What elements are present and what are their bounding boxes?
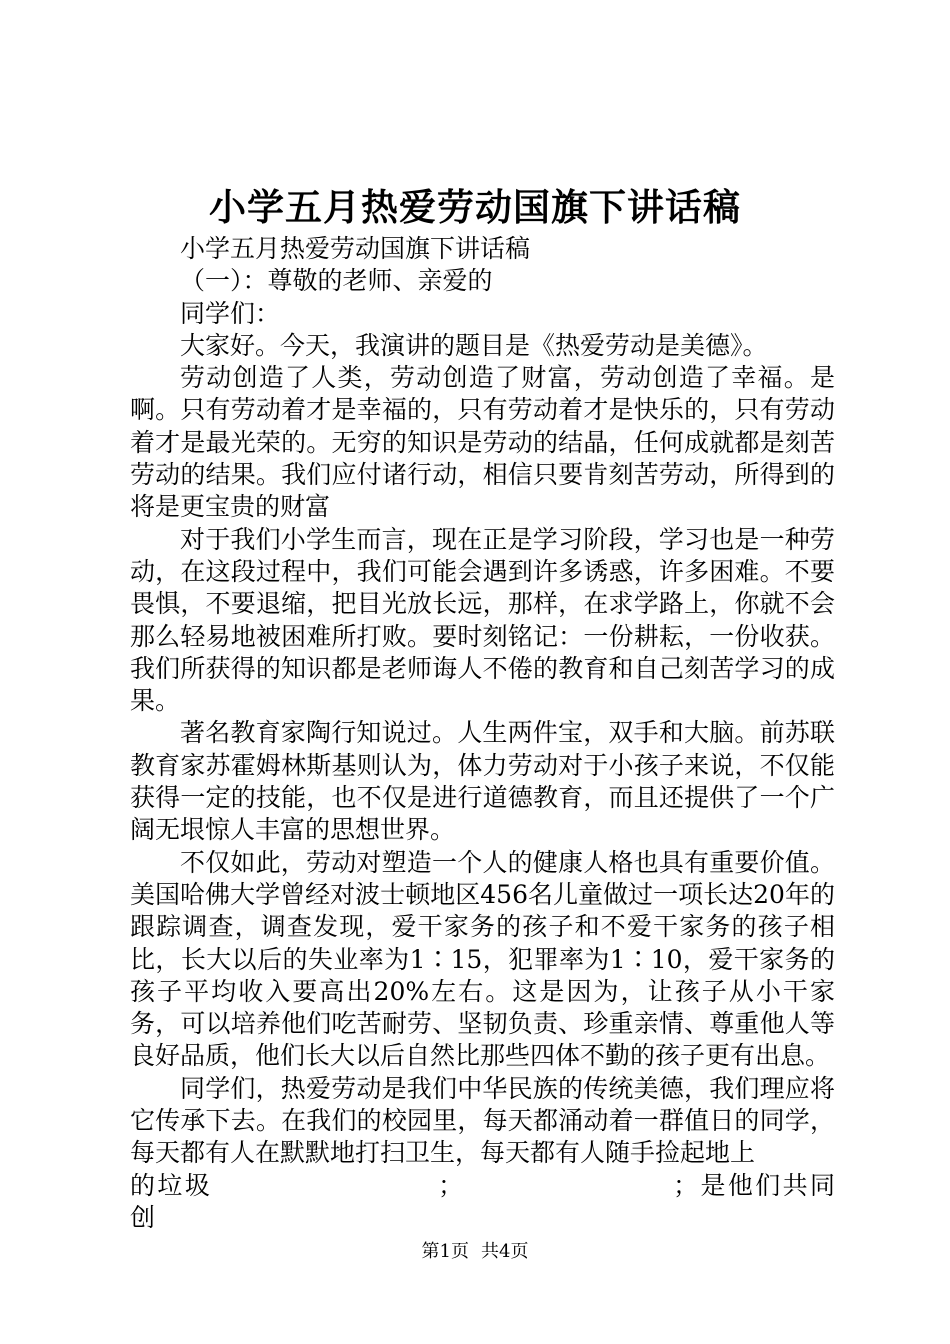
paragraph: 大家好。今天，我演讲的题目是《热爱劳动是美德》。 xyxy=(180,330,768,360)
paragraph: （一）：尊敬的老师、亲爱的 xyxy=(180,266,493,296)
paragraph: 不仅如此，劳动对塑造一个人的健康人格也具有重要价值。美国哈佛大学曾经对波士顿地区456名儿童做过一项长达20年的跟踪调查，调查发现，爱干家务的孩子和不爱干家务的孩子相比，长大以后的失业率为1∶15，犯罪率为1∶10，爱干家务的孩子平均收入要高出20%左右。这是因为，让孩子从小干家务，可以培养他们吃苦耐劳、坚韧负责、珍重亲情、尊重他人等良好品质，他们长大以后自然比那些四体不勤的孩子更有出息。 xyxy=(130,847,835,1071)
paragraph: 对于我们小学生而言，现在正是学习阶段，学习也是一种劳动，在这段过程中，我们可能会遇到许多诱惑，许多困难。不要畏惧，不要退缩，把目光放长远，那样，在求学路上，你就不会那么轻易地被困难所打败。要时刻铭记：一份耕耘，一份收获。我们所获得的知识都是老师诲人不倦的教育和自己刻苦学习的成果。 xyxy=(130,524,835,716)
tail-text-1: 的垃圾 xyxy=(130,1170,213,1200)
paragraph: 同学们： xyxy=(180,298,281,328)
body-text xyxy=(130,233,835,1234)
tail-text-2: ； xyxy=(438,1170,464,1200)
page-title: 小学五月热爱劳动国旗下讲话稿 xyxy=(209,186,741,229)
page-footer xyxy=(0,1240,950,1264)
tail-text-3: ；是他们共同创 xyxy=(130,1170,835,1232)
page-total: 共4页 xyxy=(481,1241,529,1262)
paragraph-tail xyxy=(130,1170,835,1235)
paragraph: 同学们，热爱劳动是我们中华民族的传统美德，我们理应将它传承下去。在我们的校园里，每天都涌动着一群值日的同学，每天都有人在默默地打扫卫生，每天都有人随手捡起地上 xyxy=(130,1073,835,1168)
paragraph: 小学五月热爱劳动国旗下讲话稿 xyxy=(180,234,531,263)
page-number: 第1页 xyxy=(421,1241,469,1262)
paragraph: 著名教育家陶行知说过。人生两件宝，双手和大脑。前苏联教育家苏霍姆林斯基则认为，体力劳动对于小孩子来说，不仅能获得一定的技能，也不仅是进行道德教育，而且还提供了一个广阔无垠惊人丰富的思想世界。 xyxy=(130,718,835,845)
paragraph: 劳动创造了人类，劳动创造了财富，劳动创造了幸福。是啊。只有劳动着才是幸福的，只有劳动着才是快乐的，只有劳动着才是最光荣的。无穷的知识是劳动的结晶，任何成就都是刻苦劳动的结果。我们应付诸行动，相信只要肯刻苦劳动，所得到的将是更宝贵的财富 xyxy=(130,363,835,522)
